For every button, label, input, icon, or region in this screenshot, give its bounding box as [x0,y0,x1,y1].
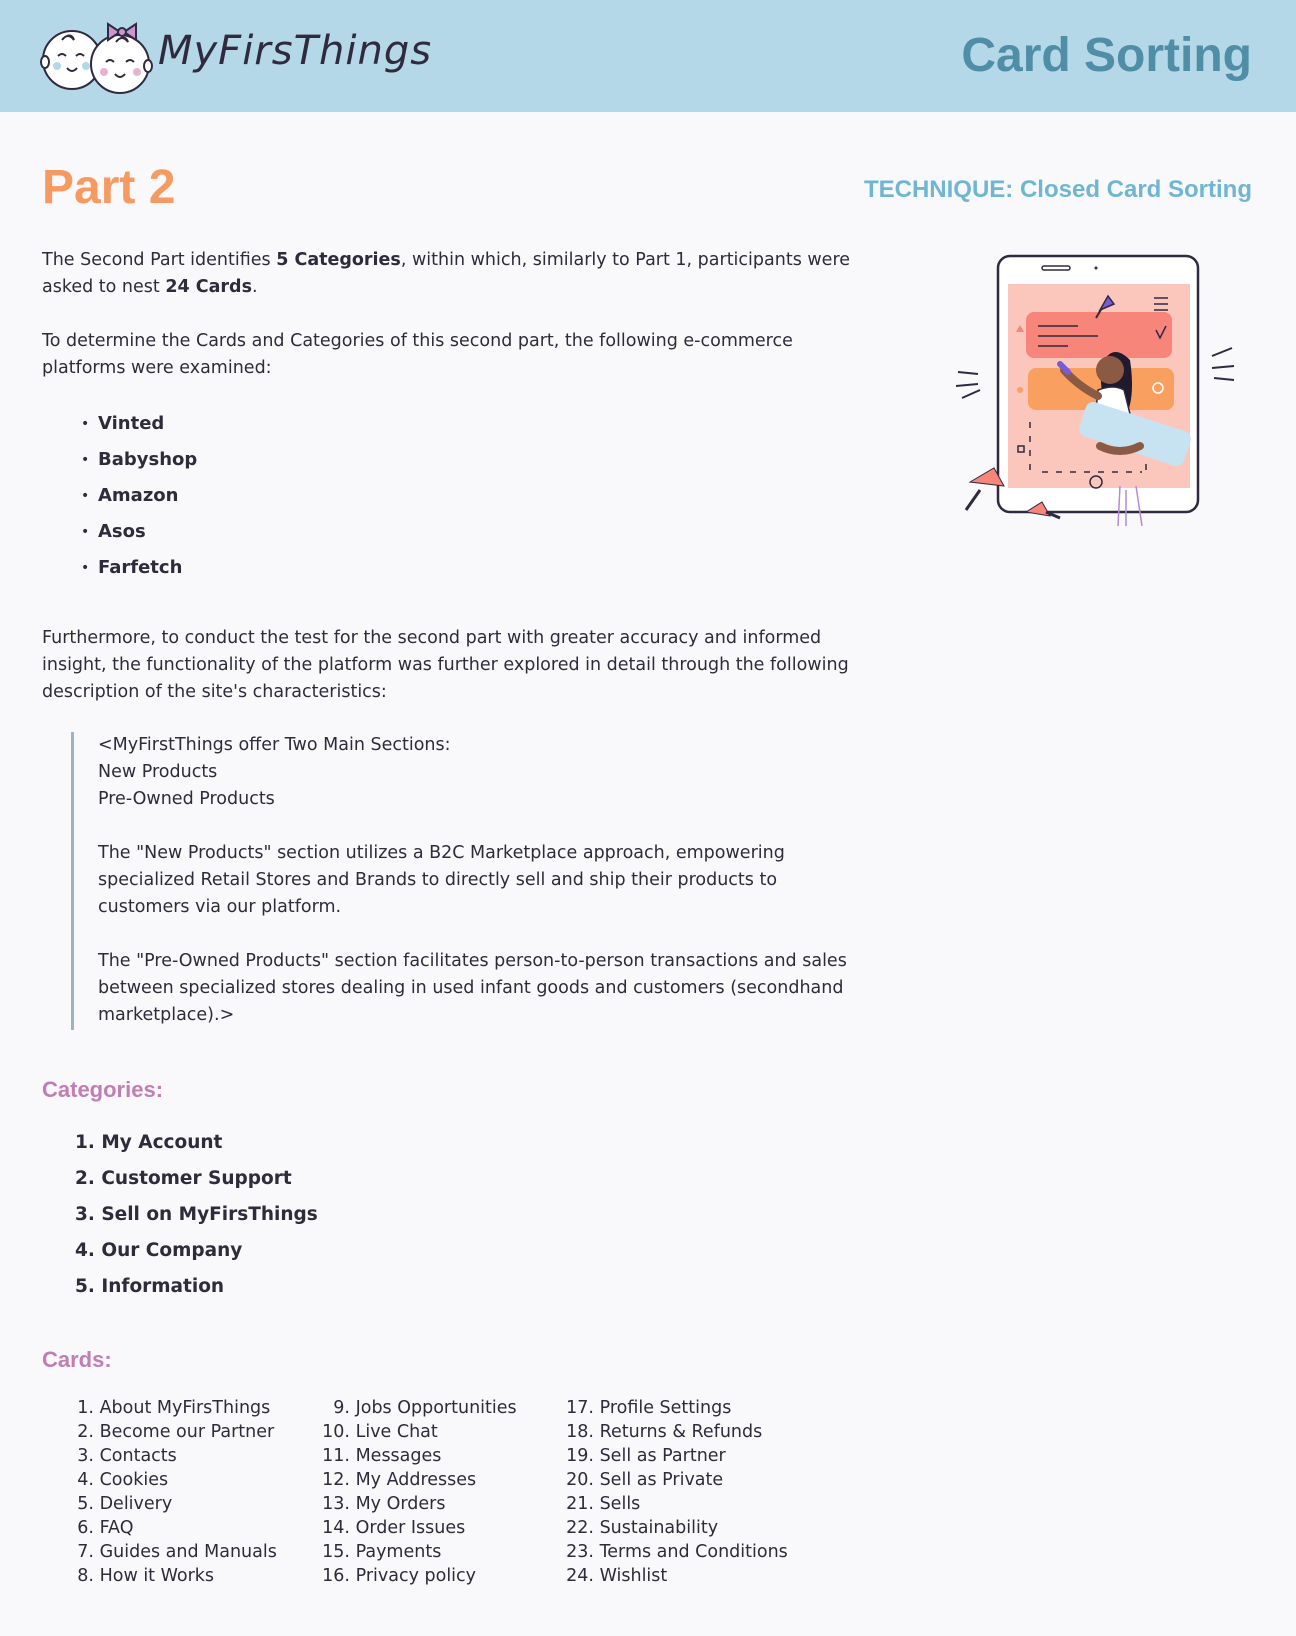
card-sorting-illustration-icon [950,250,1250,554]
list-item: 11. Messages [322,1446,442,1466]
list-item: 1. My Account [75,1132,223,1153]
list-item: 4. Our Company [75,1240,243,1261]
list-item: 9. Jobs Opportunities [333,1398,517,1418]
list-item: 17. Profile Settings [566,1398,732,1418]
list-item: 13. My Orders [322,1494,446,1514]
cards-column-3 [560,1396,788,1588]
list-item: • Vinted [78,406,197,442]
cards-column-1 [70,1396,277,1588]
quote-line: New Products [98,762,218,782]
list-item: • Farfetch [78,550,197,586]
furthermore-paragraph: Furthermore, to conduct the test for the second part with greater accuracy and informed insight, the functionality of the platform was further explored in detail through the following description of the site's characteristics: [42,628,849,702]
list-item: 10. Live Chat [322,1422,438,1442]
list-item: 12. My Addresses [322,1470,477,1490]
categories-list [75,1125,318,1305]
list-item: 4. Cookies [77,1470,169,1490]
list-item: 21. Sells [566,1494,641,1514]
list-item: 23. Terms and Conditions [566,1542,788,1562]
intro-paragraph: The Second Part identifies 5 Categories, within which, similarly to Part 1, participants were asked to nest 24 Cards. [42,250,851,297]
list-item: 7. Guides and Manuals [77,1542,277,1562]
list-item: 15. Payments [322,1542,442,1562]
site-description-quote [71,732,868,1030]
list-item: 20. Sell as Private [566,1470,724,1490]
list-item: 19. Sell as Partner [566,1446,726,1466]
technique-label: TECHNIQUE: Closed Card Sorting [863,176,1252,203]
list-item: 5. Delivery [77,1494,173,1514]
page-header-title: Card Sorting [961,29,1252,82]
list-item: 6. FAQ [77,1518,134,1538]
list-item: 2. Customer Support [75,1168,292,1189]
quote-paragraph: The "New Products" section utilizes a B2C Marketplace approach, empowering specialized Retail Stores and Brands to directly sell and ship their products to customers via our platform. [98,843,785,917]
list-item: 3. Sell on MyFirsThings [75,1204,318,1225]
platform-list [78,406,197,586]
quote-line: <MyFirstThings offer Two Main Sections: [98,735,451,755]
list-item: 18. Returns & Refunds [566,1422,763,1442]
list-item: • Asos [78,514,197,550]
cards-column-2 [316,1396,517,1588]
cards-heading: Cards: [42,1347,112,1372]
list-item: 5. Information [75,1276,225,1297]
list-item: 24. Wishlist [566,1566,668,1586]
list-item: 1. About MyFirsThings [77,1398,271,1418]
list-item: 8. How it Works [77,1566,215,1586]
list-item: 22. Sustainability [566,1518,719,1538]
platforms-intro-paragraph: To determine the Cards and Categories of this second part, the following e-commerce platforms were examined: [42,331,793,378]
list-item: 14. Order Issues [322,1518,466,1538]
twin-babies-logo-icon [40,18,155,98]
header-bar [0,0,1296,112]
categories-heading: Categories: [42,1077,164,1102]
list-item: 3. Contacts [77,1446,177,1466]
list-item: • Amazon [78,478,197,514]
brand-name[interactable]: MyFirsThings [158,28,433,74]
part-title: Part 2 [42,161,176,214]
list-item: 16. Privacy policy [322,1566,477,1586]
list-item: 2. Become our Partner [77,1422,275,1442]
quote-line: Pre-Owned Products [98,789,275,809]
quote-paragraph: The "Pre-Owned Products" section facilitates person-to-person transactions and sales between specialized stores dealing in used infant goods and customers (secondhand marketplace).> [98,951,847,1025]
list-item: • Babyshop [78,442,197,478]
